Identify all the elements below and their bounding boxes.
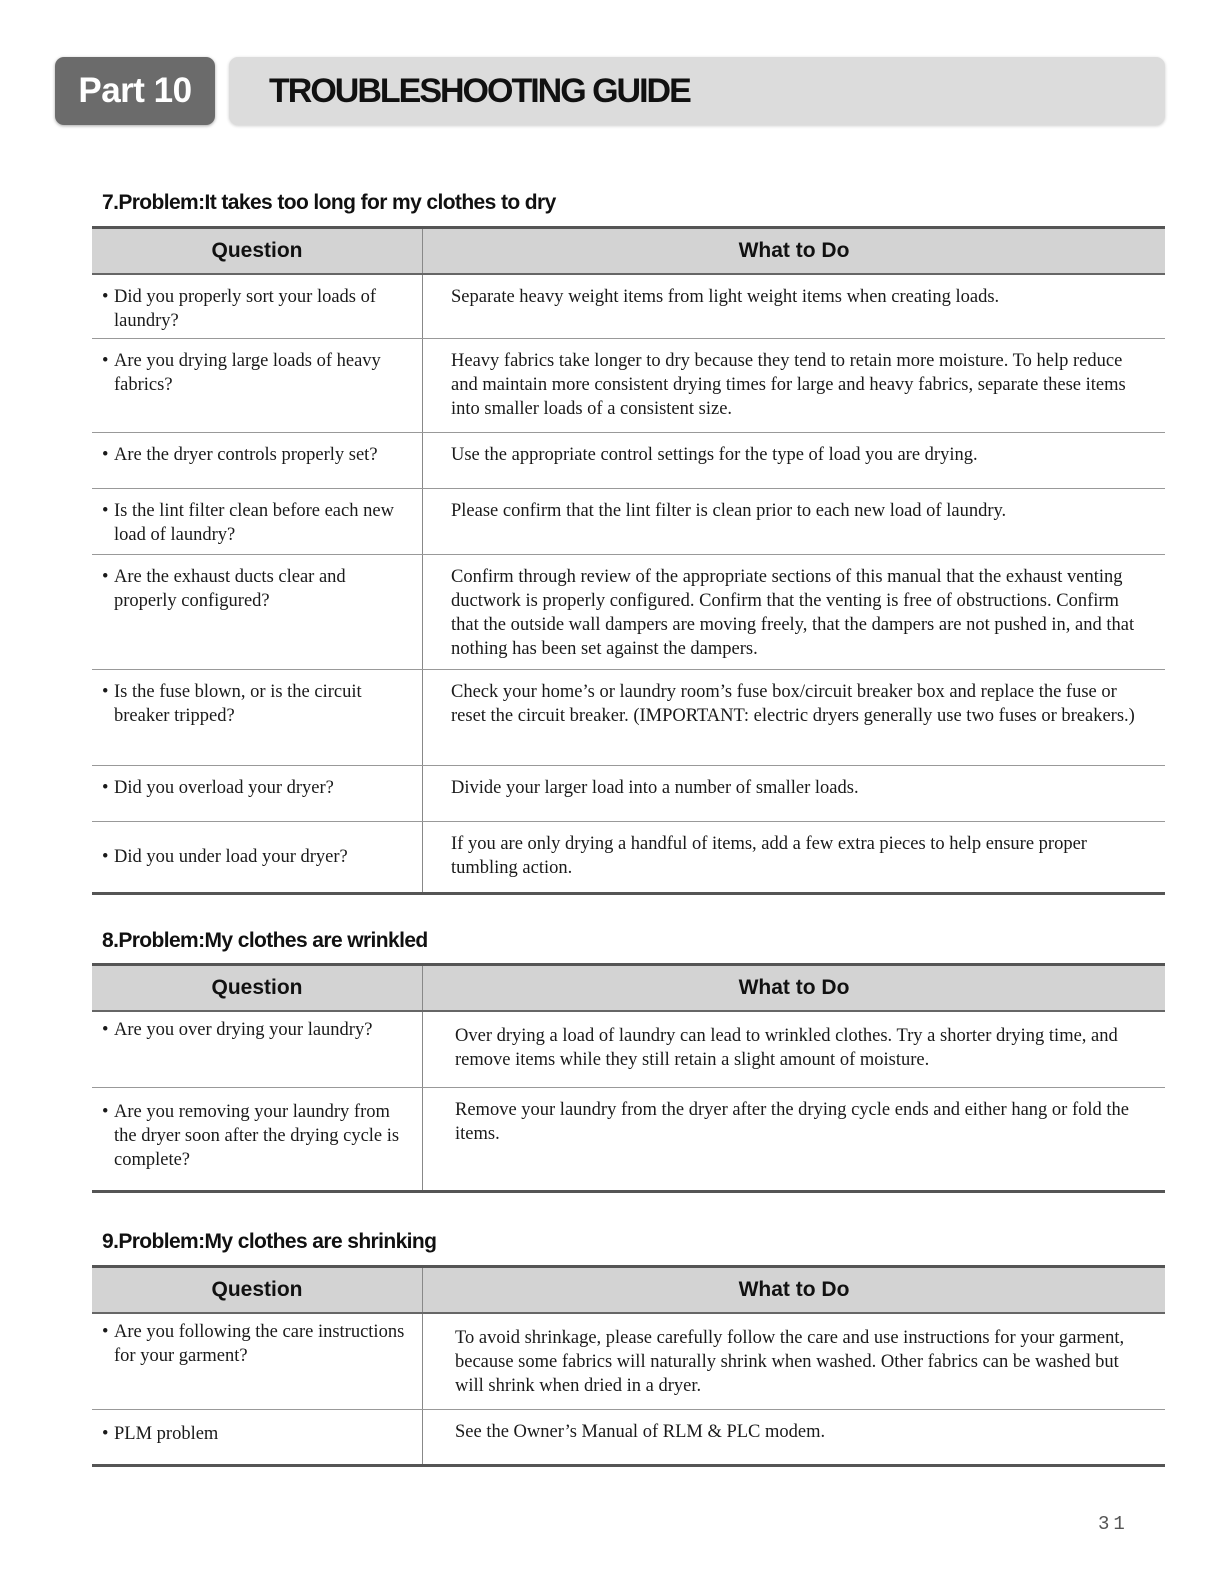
table-row bbox=[92, 765, 1165, 821]
question-text: PLM problem bbox=[114, 1423, 219, 1444]
answer-text: Use the appropriate control settings for the type of load you are drying. bbox=[451, 444, 978, 465]
answer-text: Confirm through review of the appropriate sections of this manual that the exhaust venting ductwork is properly configured. Confirm that the venting is free of obstructions. Confirm that the outside wall dampers are moving freely, that the dampers are not pushed in, and that nothing has been set against the dampers. bbox=[451, 566, 1135, 659]
table-row bbox=[92, 1409, 1165, 1465]
bullet: • bbox=[102, 1423, 109, 1444]
question-text: Did you properly sort your loads of laundry? bbox=[114, 287, 377, 331]
bullet: • bbox=[102, 566, 109, 587]
question-text: Are the exhaust ducts clear and properly configured? bbox=[114, 566, 346, 611]
table-row bbox=[92, 274, 1165, 338]
bullet: • bbox=[102, 846, 109, 867]
table-row bbox=[92, 554, 1165, 669]
table-row bbox=[92, 669, 1165, 765]
answer-text: Heavy fabrics take longer to dry because they tend to retain more moisture. To help reduce and maintain more consistent drying times for large and heavy fabrics, separate these items into smaller loads of a consistent size. bbox=[451, 350, 1126, 419]
bullet: • bbox=[102, 1101, 109, 1122]
section-heading-9: 9.Problem:My clothes are shrinking bbox=[102, 1230, 437, 1253]
question-text: Did you overload your dryer? bbox=[114, 777, 334, 798]
answer-text: Over drying a load of laundry can lead to wrinkled clothes. Try a shorter drying time, and remove items while they still retain a slight amount of moisture. bbox=[455, 1026, 1118, 1070]
answer-text: See the Owner’s Manual of RLM & PLC modem. bbox=[455, 1421, 826, 1442]
answer-text: Remove your laundry from the dryer after the drying cycle ends and either hang or fold the items. bbox=[455, 1099, 1129, 1144]
bullet: • bbox=[102, 1322, 109, 1342]
question-column-header: Question bbox=[92, 965, 423, 1012]
question-text: Are the dryer controls properly set? bbox=[114, 444, 378, 465]
question-text: Are you removing your laundry from the dryer soon after the drying cycle is complete? bbox=[114, 1101, 400, 1170]
question-text: Did you under load your dryer? bbox=[114, 846, 348, 867]
answer-text: Divide your larger load into a number of smaller loads. bbox=[451, 777, 859, 798]
answer-text: If you are only drying a handful of items, add a few extra pieces to help ensure proper tumbling action. bbox=[451, 833, 1087, 878]
answer-text: Check your home’s or laundry room’s fuse box/circuit breaker box and replace the fuse or reset the circuit breaker. (IMPORTANT: electric dryers generally use two fuses or breakers.) bbox=[451, 681, 1135, 726]
section-heading-8: 8.Problem:My clothes are wrinkled bbox=[102, 929, 428, 952]
section-heading-7: 7.Problem:It takes too long for my clothes to dry bbox=[102, 191, 556, 214]
part-badge: Part 10 bbox=[55, 57, 215, 125]
table-row bbox=[92, 1011, 1165, 1087]
answer-text: Separate heavy weight items from light weight items when creating loads. bbox=[451, 287, 1000, 307]
question-text: Are you drying large loads of heavy fabrics? bbox=[114, 350, 381, 395]
bullet: • bbox=[102, 681, 109, 702]
what-to-do-column-header: What to Do bbox=[423, 228, 1166, 275]
page-number: 31 bbox=[1098, 1513, 1129, 1535]
bullet: • bbox=[102, 287, 109, 307]
title-bar bbox=[229, 57, 1165, 125]
page-title: TROUBLESHOOTING GUIDE bbox=[269, 71, 690, 110]
bullet: • bbox=[102, 500, 109, 521]
answer-text: To avoid shrinkage, please carefully follow the care and use instructions for your garment, because some fabrics will naturally shrink when washed. Other fabrics can be washed but will shrink when dried in a dryer. bbox=[455, 1328, 1125, 1396]
question-column-header: Question bbox=[92, 228, 423, 275]
table-row bbox=[92, 1087, 1165, 1191]
question-text: Are you over drying your laundry? bbox=[114, 1020, 373, 1040]
question-text: Is the fuse blown, or is the circuit breaker tripped? bbox=[114, 681, 362, 726]
bullet: • bbox=[102, 444, 109, 465]
bullet: • bbox=[102, 1020, 109, 1040]
table-row bbox=[92, 338, 1165, 432]
table-row bbox=[92, 1313, 1165, 1409]
troubleshooting-table-8 bbox=[92, 963, 1165, 1193]
what-to-do-column-header: What to Do bbox=[423, 1267, 1166, 1314]
question-text: Are you following the care instructions for your garment? bbox=[114, 1322, 405, 1366]
bullet: • bbox=[102, 777, 109, 798]
troubleshooting-table-9 bbox=[92, 1265, 1165, 1467]
what-to-do-column-header: What to Do bbox=[423, 965, 1166, 1012]
table-row bbox=[92, 821, 1165, 893]
question-column-header: Question bbox=[92, 1267, 423, 1314]
table-row bbox=[92, 488, 1165, 554]
bullet: • bbox=[102, 350, 109, 371]
troubleshooting-table-7 bbox=[92, 226, 1165, 895]
table-row bbox=[92, 432, 1165, 488]
answer-text: Please confirm that the lint filter is clean prior to each new load of laundry. bbox=[451, 500, 1007, 521]
question-text: Is the lint filter clean before each new load of laundry? bbox=[114, 500, 394, 545]
